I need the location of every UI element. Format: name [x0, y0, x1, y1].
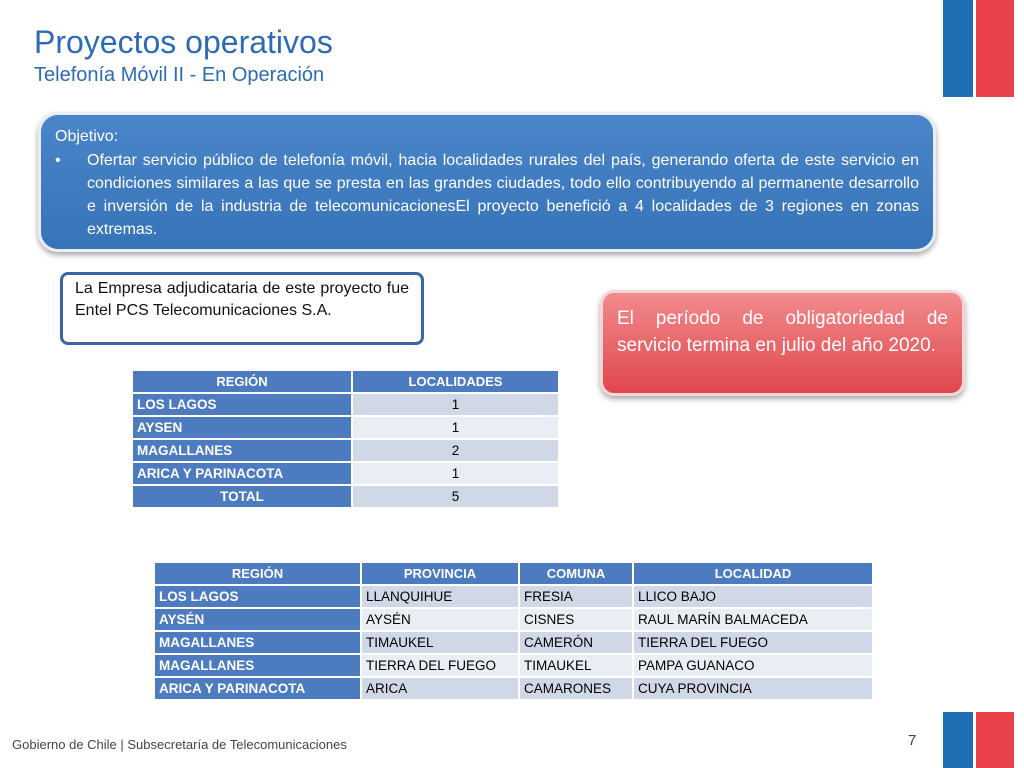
period-note: El período de obligatoriedad de servicio termina en julio del año 2020.	[600, 290, 965, 396]
comuna-cell: TIMAUKEL	[520, 655, 632, 676]
flag-stripe-red-bottom	[976, 712, 1014, 768]
table-total-row	[133, 486, 558, 507]
region-cell: AYSEN	[133, 417, 351, 438]
page-subtitle: Telefonía Móvil II - En Operación	[34, 64, 325, 86]
table-row	[155, 586, 872, 607]
flag-stripe-blue	[943, 0, 973, 97]
provincia-cell: AYSÉN	[362, 609, 518, 630]
region-cell: AYSÉN	[155, 609, 360, 630]
region-cell: ARICA Y PARINACOTA	[155, 678, 360, 699]
column-header-region: REGIÓN	[155, 563, 360, 584]
table-row	[133, 417, 558, 438]
table-header-row	[133, 371, 558, 392]
column-header-region: REGIÓN	[133, 371, 351, 392]
total-value: 5	[353, 486, 558, 507]
table-row	[133, 394, 558, 415]
page-number: 7	[908, 732, 917, 749]
table-row	[155, 655, 872, 676]
table-row	[155, 632, 872, 653]
summary-table	[131, 369, 560, 509]
objective-text: Ofertar servicio público de telefonía móvil, hacia localidades rurales del país, generando oferta de este servicio en condiciones similares a las que se presta en las grandes ciudades, todo ello contribuyendo al permanente desarrollo e inversión de la industria de telecomunicacionesEl proyecto benefició a 4 localidades de 3 regiones en zonas extremas.	[87, 152, 919, 238]
column-header-localidades: LOCALIDADES	[353, 371, 558, 392]
localidad-cell: LLICO BAJO	[634, 586, 872, 607]
total-label: TOTAL	[133, 486, 351, 507]
region-cell: MAGALLANES	[133, 440, 351, 461]
localidad-cell: PAMPA GUANACO	[634, 655, 872, 676]
objective-item	[55, 149, 919, 241]
flag-stripe-red	[976, 0, 1014, 97]
localidad-cell: CUYA PROVINCIA	[634, 678, 872, 699]
table-row	[133, 440, 558, 461]
comuna-cell: FRESIA	[520, 586, 632, 607]
provincia-cell: TIMAUKEL	[362, 632, 518, 653]
localidad-cell: RAUL MARÍN BALMACEDA	[634, 609, 872, 630]
objective-box	[38, 112, 936, 252]
region-cell: LOS LAGOS	[155, 586, 360, 607]
count-cell: 1	[353, 394, 558, 415]
count-cell: 1	[353, 463, 558, 484]
table-row	[133, 463, 558, 484]
region-cell: MAGALLANES	[155, 632, 360, 653]
bullet-icon: •	[55, 152, 61, 169]
comuna-cell: CISNES	[520, 609, 632, 630]
comuna-cell: CAMERÓN	[520, 632, 632, 653]
count-cell: 1	[353, 417, 558, 438]
provincia-cell: ARICA	[362, 678, 518, 699]
company-note: La Empresa adjudicataria de este proyecto fue Entel PCS Telecomunicaciones S.A.	[60, 272, 424, 345]
region-cell: MAGALLANES	[155, 655, 360, 676]
count-cell: 2	[353, 440, 558, 461]
localidad-cell: TIERRA DEL FUEGO	[634, 632, 872, 653]
objective-label: Objetivo:	[55, 128, 119, 145]
column-header-comuna: COMUNA	[520, 563, 632, 584]
page-title: Proyectos operativos	[34, 24, 333, 60]
comuna-cell: CAMARONES	[520, 678, 632, 699]
detail-table	[153, 561, 874, 701]
table-row	[155, 678, 872, 699]
provincia-cell: LLANQUIHUE	[362, 586, 518, 607]
column-header-localidad: LOCALIDAD	[634, 563, 872, 584]
flag-stripe-blue-bottom	[943, 712, 973, 768]
provincia-cell: TIERRA DEL FUEGO	[362, 655, 518, 676]
region-cell: LOS LAGOS	[133, 394, 351, 415]
table-header-row	[155, 563, 872, 584]
footer-text: Gobierno de Chile | Subsecretaría de Telecomunicaciones	[12, 737, 347, 752]
region-cell: ARICA Y PARINACOTA	[133, 463, 351, 484]
column-header-provincia: PROVINCIA	[362, 563, 518, 584]
table-row	[155, 609, 872, 630]
